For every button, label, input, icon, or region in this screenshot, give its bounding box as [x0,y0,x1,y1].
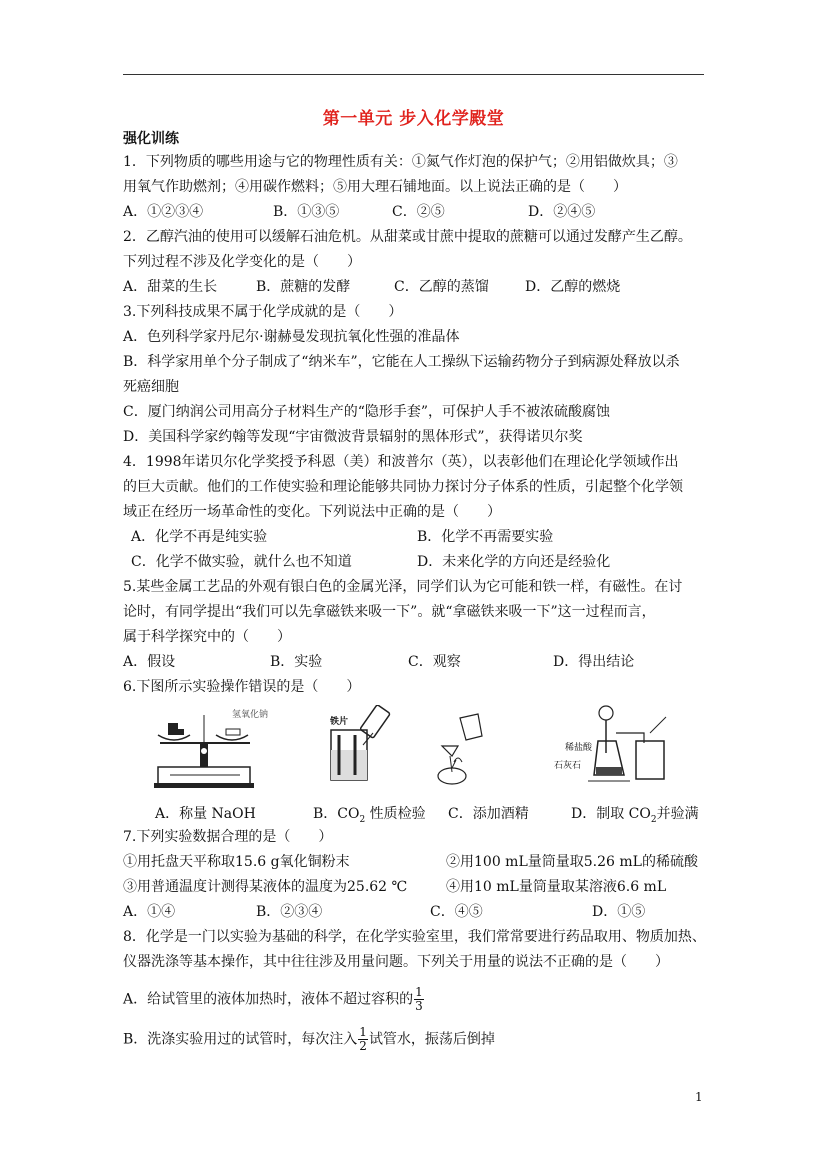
fraction-one-half: $\frac{1}{2}$ [359,1025,367,1053]
q3-option-d: D．美国科学家约翰等发现“宇宙微波背景辐射的黑体形式”，获得诺贝尔奖 [123,429,583,445]
question-6-line-1: 6.下图所示实验操作错误的是（ ） [123,679,361,695]
q5-option-d: D．得出结论 [553,654,635,670]
question-2-line-1: 2．乙醇汽油的使用可以缓解石油危机。从甜菜或甘蔗中提取的蔗糖可以通过发酵产生乙醇。 [123,229,692,245]
question-5-line-1: 5.某些金属工艺品的外观有银白色的金属光泽，同学们认为它可能和铁一样，有磁性。在讨 [123,579,683,595]
q1-option-d: D．②④⑤ [528,204,596,220]
q7-item-3: ③用普通温度计测得某液体的温度为25.62 ℃ [123,879,408,895]
q7-option-b: B．②③④ [256,904,323,920]
page-number: 1 [695,1090,703,1104]
q3-option-c: C．厦门纳润公司用高分子材料生产的“隐形手套”，可保护人手不被浓硫酸腐蚀 [123,404,611,420]
co2-generator-figure [580,703,675,788]
q5-option-b: B．实验 [270,654,323,670]
q4-option-d: D．未来化学的方向还是经验化 [417,554,611,570]
q5-option-a: A．假设 [123,654,176,670]
add-alcohol-figure [430,710,500,790]
q3-option-b-line-2: 死癌细胞 [123,379,179,395]
q4-option-b: B．化学不再需要实验 [417,529,554,545]
q2-option-d: D．乙醇的燃烧 [525,279,621,295]
question-4-line-3: 域正在经历一场革命性的变化。下列说法中正确的是（ ） [123,504,501,520]
question-3-line-1: 3.下列科技成果不属于化学成就的是（ ） [123,304,403,320]
q7-option-c: C．④⑤ [430,904,483,920]
question-8-line-1: 8．化学是一门以实验为基础的科学，在化学实验室里，我们常常要进行药品取用、物质加热、 [123,929,706,945]
q3-option-a: A．色列科学家丹尼尔·谢赫曼发现抗氧化性强的准晶体 [123,329,460,345]
q7-item-4: ④用10 mL量筒量取某溶液6.6 mL [446,879,667,895]
page-title: 第一单元 步入化学殿堂 [322,109,505,129]
q7-item-2: ②用100 mL量筒量取5.26 mL的稀硫酸 [446,854,698,870]
q4-option-c: C．化学不做实验，就什么也不知道 [131,554,352,570]
fig-d-label-acid: 稀盐酸 [565,743,593,753]
fig-d-caption: D．制取 $CO_2$并验满 [571,806,699,825]
q8-option-b: B．洗涤实验用过的试管时，每次注入 $\frac{1}{2}$ 试管水，振荡后倒掉 [123,1025,495,1053]
q2-option-c: C．乙醇的蒸馏 [394,279,489,295]
question-8-line-2: 仪器洗涤等基本操作，其中往往涉及用量问题。下列关于用量的说法不正确的是（ ） [123,954,669,970]
q7-option-d: D．①⑤ [592,904,646,920]
question-1-line-2: 用氧气作助燃剂；④用碳作燃料；⑤用大理石铺地面。以上说法正确的是（ ） [123,179,627,195]
question-7-line-1: 7.下列实验数据合理的是（ ） [123,829,333,845]
q7-option-a: A．①④ [123,904,176,920]
question-1-line-1: 1．下列物质的哪些用途与它的物理性质有关：①氮气作灯泡的保护气；②用铝做炊具；③ [123,154,678,170]
q1-option-b: B．①③⑤ [273,204,340,220]
q8-option-a: A．给试管里的液体加热时，液体不超过容积的 $\frac{1}{3}$ [123,985,423,1013]
fig-d-label-limestone: 石灰石 [554,761,582,771]
fig-a-label-naoh: 氢氧化钠 [232,710,269,720]
question-5-line-3: 属于科学探究中的（ ） [123,629,291,645]
q4-option-a: A．化学不再是纯实验 [131,529,268,545]
fig-b-label-iron: 铁片 [330,717,349,727]
question-5-line-2: 论时，有同学提出“我们可以先拿磁铁来吸一下”。就“拿磁铁来吸一下”这一过程而言， [123,604,656,620]
q1-option-a: A．①②③④ [123,204,204,220]
fig-b-caption: B．$CO_2$ 性质检验 [313,806,426,825]
question-4-line-1: 4．1998年诺贝尔化学奖授予科恩（美）和波普尔（英），以表彰他们在理论化学领域作出 [123,454,679,470]
header-rule [123,74,704,75]
q2-option-b: B．蔗糖的发酵 [256,279,351,295]
q3-option-b-line-1: B．科学家用单个分子制成了“纳米车”，它能在人工操纵下运输药物分子到病源处释放以杀 [123,354,680,370]
fig-c-caption: C．添加酒精 [448,806,529,822]
q5-option-c: C．观察 [408,654,461,670]
fig-a-caption: A．称量 NaOH [155,806,256,822]
q7-item-1: ①用托盘天平称取15.6 g氧化铜粉末 [123,854,350,870]
q1-option-c: C．②⑤ [392,204,445,220]
section-heading: 强化训练 [123,131,179,147]
fraction-one-third: $\frac{1}{3}$ [415,985,423,1013]
question-2-line-2: 下列过程不涉及化学变化的是（ ） [123,254,361,270]
question-4-line-2: 的巨大贡献。他们的工作使实验和理论能够共同协力探讨分子体系的性质，引起整个化学领 [123,479,683,495]
q2-option-a: A．甜菜的生长 [123,279,218,295]
